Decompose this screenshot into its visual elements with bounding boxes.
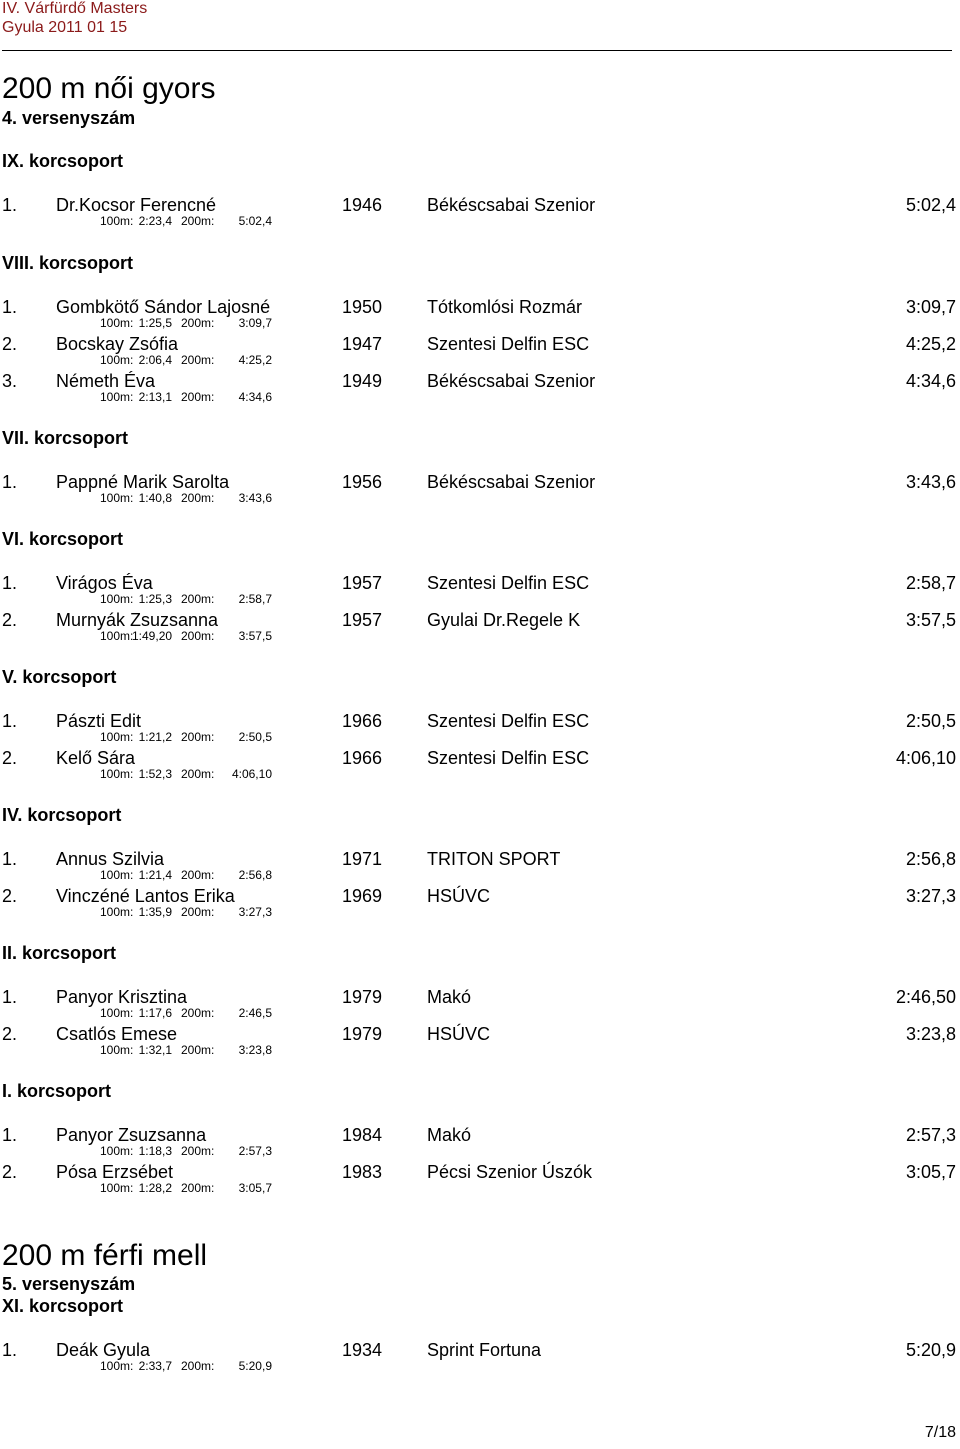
final-time: 2:57,3	[905, 1125, 956, 1145]
result-rank: 1.	[2, 849, 18, 869]
event-title: 200 m női gyors	[2, 72, 216, 105]
result-row	[0, 1162, 960, 1182]
age-group-heading: IX. korcsoport	[2, 151, 124, 171]
result-row	[0, 1125, 960, 1145]
split-100m-time: 1:25,5	[138, 316, 172, 330]
result-row	[0, 371, 960, 391]
result-rank: 1.	[2, 297, 18, 317]
split-200m-label: 200m:	[181, 767, 215, 781]
birth-year: 1979	[342, 1024, 383, 1044]
meet-date: Gyula 2011 01 15	[2, 19, 128, 36]
split-200m-label: 200m:	[181, 316, 215, 330]
final-time: 3:27,3	[905, 886, 956, 906]
result-rank: 1.	[2, 711, 18, 731]
split-200m-label: 200m:	[181, 353, 215, 367]
split-200m-time: 2:58,7	[238, 592, 272, 606]
swimmer-name: Dr.Kocsor Ferencné	[56, 195, 217, 215]
result-rank: 2.	[2, 886, 18, 906]
split-100m-label: 100m:	[100, 868, 134, 882]
split-100m-label: 100m:	[100, 1006, 134, 1020]
birth-year: 1966	[342, 748, 383, 768]
split-200m-time: 5:02,4	[238, 214, 272, 228]
split-100m-time: 2:33,7	[138, 1359, 172, 1373]
split-100m-label: 100m:	[100, 1181, 134, 1195]
result-rank: 2.	[2, 748, 18, 768]
birth-year: 1946	[342, 195, 383, 215]
result-row	[0, 1340, 960, 1360]
final-time: 5:02,4	[905, 195, 956, 215]
split-200m-label: 200m:	[181, 1144, 215, 1158]
split-100m-label: 100m:	[100, 1043, 134, 1057]
club-name: Szentesi Delfin ESC	[427, 573, 590, 593]
birth-year: 1966	[342, 711, 383, 731]
swimmer-name: Csatlós Emese	[56, 1024, 178, 1044]
split-100m-label: 100m:	[100, 629, 134, 643]
final-time: 3:43,6	[905, 472, 956, 492]
birth-year: 1984	[342, 1125, 383, 1145]
swimmer-name: Bocskay Zsófia	[56, 334, 179, 354]
club-name: Tótkomlósi Rozmár	[427, 297, 583, 317]
split-100m-label: 100m:	[100, 316, 134, 330]
split-100m-label: 100m:	[100, 214, 134, 228]
event-number: 4. versenyszám	[2, 108, 136, 128]
split-100m-time: 1:52,3	[138, 767, 172, 781]
age-group-heading: IV. korcsoport	[2, 805, 122, 825]
final-time: 4:34,6	[905, 371, 956, 391]
final-time: 2:46,50	[895, 987, 956, 1007]
age-group-heading: II. korcsoport	[2, 943, 117, 963]
club-name: Szentesi Delfin ESC	[427, 711, 590, 731]
result-rank: 2.	[2, 1024, 18, 1044]
birth-year: 1983	[342, 1162, 383, 1182]
club-name: Szentesi Delfin ESC	[427, 334, 590, 354]
split-100m-label: 100m:	[100, 1144, 134, 1158]
split-100m-time: 1:35,9	[138, 905, 172, 919]
result-rank: 1.	[2, 573, 18, 593]
split-200m-label: 200m:	[181, 1006, 215, 1020]
split-100m-label: 100m:	[100, 491, 134, 505]
split-200m-label: 200m:	[181, 214, 215, 228]
birth-year: 1947	[342, 334, 383, 354]
birth-year: 1969	[342, 886, 383, 906]
split-200m-time: 4:25,2	[238, 353, 272, 367]
split-200m-time: 3:57,5	[238, 629, 272, 643]
club-name: Békéscsabai Szenior	[427, 195, 596, 215]
split-200m-time: 2:50,5	[238, 730, 272, 744]
split-200m-time: 4:34,6	[238, 390, 272, 404]
split-200m-label: 200m:	[181, 1043, 215, 1057]
split-100m-time: 1:40,8	[138, 491, 172, 505]
split-100m-time: 1:28,2	[138, 1181, 172, 1195]
swimmer-name: Pászti Edit	[56, 711, 142, 731]
age-group-heading: V. korcsoport	[2, 667, 117, 687]
split-100m-time: 1:32,1	[138, 1043, 172, 1057]
result-rank: 2.	[2, 334, 18, 354]
birth-year: 1957	[342, 610, 383, 630]
split-100m-label: 100m:	[100, 730, 134, 744]
club-name: Makó	[427, 1125, 472, 1145]
swimmer-name: Virágos Éva	[56, 573, 153, 593]
final-time: 4:06,10	[895, 748, 956, 768]
result-row	[0, 195, 960, 215]
swimmer-name: Pósa Erzsébet	[56, 1162, 174, 1182]
split-200m-label: 200m:	[181, 730, 215, 744]
split-100m-time: 1:21,2	[138, 730, 172, 744]
result-rank: 3.	[2, 371, 18, 391]
swimmer-name: Panyor Krisztina	[56, 987, 188, 1007]
split-100m-label: 100m:	[100, 353, 134, 367]
club-name: Szentesi Delfin ESC	[427, 748, 590, 768]
result-row	[0, 987, 960, 1007]
final-time: 3:09,7	[905, 297, 956, 317]
result-rank: 1.	[2, 987, 18, 1007]
split-100m-label: 100m:	[100, 592, 134, 606]
split-200m-label: 200m:	[181, 1359, 215, 1373]
split-200m-time: 3:27,3	[238, 905, 272, 919]
split-200m-time: 5:20,9	[238, 1359, 272, 1373]
result-row	[0, 573, 960, 593]
birth-year: 1934	[342, 1340, 383, 1360]
birth-year: 1971	[342, 849, 383, 869]
result-rank: 1.	[2, 195, 18, 215]
result-rank: 1.	[2, 472, 18, 492]
event-number: 5. versenyszám	[2, 1274, 136, 1294]
result-row	[0, 748, 960, 768]
result-rank: 1.	[2, 1340, 18, 1360]
split-200m-label: 200m:	[181, 629, 215, 643]
final-time: 2:56,8	[905, 849, 956, 869]
club-name: Gyulai Dr.Regele K	[427, 610, 581, 630]
split-100m-label: 100m:	[100, 390, 134, 404]
age-group-heading: VII. korcsoport	[2, 428, 129, 448]
split-100m-label: 100m:	[100, 905, 134, 919]
club-name: Sprint Fortuna	[427, 1340, 542, 1360]
birth-year: 1957	[342, 573, 383, 593]
result-rank: 1.	[2, 1125, 18, 1145]
final-time: 2:58,7	[905, 573, 956, 593]
split-200m-time: 3:05,7	[238, 1181, 272, 1195]
swimmer-name: Deák Gyula	[56, 1340, 151, 1360]
split-100m-time: 1:21,4	[138, 868, 172, 882]
split-200m-label: 200m:	[181, 491, 215, 505]
final-time: 4:25,2	[905, 334, 956, 354]
split-200m-label: 200m:	[181, 592, 215, 606]
result-row	[0, 1024, 960, 1044]
club-name: HSÚVC	[427, 1024, 491, 1044]
club-name: Békéscsabai Szenior	[427, 371, 596, 391]
swimmer-name: Panyor Zsuzsanna	[56, 1125, 207, 1145]
result-row	[0, 334, 960, 354]
final-time: 5:20,9	[905, 1340, 956, 1360]
club-name: Makó	[427, 987, 472, 1007]
split-200m-label: 200m:	[181, 390, 215, 404]
split-100m-time: 2:23,4	[138, 214, 172, 228]
page-number: 7/18	[924, 1424, 956, 1441]
age-group-heading: I. korcsoport	[2, 1081, 112, 1101]
split-200m-label: 200m:	[181, 1181, 215, 1195]
result-row	[0, 711, 960, 731]
final-time: 3:23,8	[905, 1024, 956, 1044]
result-row	[0, 886, 960, 906]
result-rank: 2.	[2, 1162, 18, 1182]
split-200m-label: 200m:	[181, 868, 215, 882]
split-100m-time: 2:13,1	[138, 390, 172, 404]
swimmer-name: Kelő Sára	[56, 748, 136, 768]
club-name: Békéscsabai Szenior	[427, 472, 596, 492]
split-100m-time: 1:18,3	[138, 1144, 172, 1158]
split-100m-time: 1:49,20	[132, 629, 173, 643]
split-200m-time: 2:46,5	[238, 1006, 272, 1020]
birth-year: 1956	[342, 472, 383, 492]
swimmer-name: Vinczéné Lantos Erika	[56, 886, 235, 906]
header-rule	[2, 50, 952, 51]
result-row	[0, 849, 960, 869]
club-name: Pécsi Szenior Úszók	[427, 1162, 593, 1182]
split-200m-time: 4:06,10	[231, 767, 272, 781]
split-100m-label: 100m:	[100, 1359, 134, 1373]
final-time: 2:50,5	[905, 711, 956, 731]
swimmer-name: Annus Szilvia	[56, 849, 165, 869]
split-100m-time: 1:25,3	[138, 592, 172, 606]
split-100m-time: 2:06,4	[138, 353, 172, 367]
birth-year: 1950	[342, 297, 383, 317]
swimmer-name: Pappné Marik Sarolta	[56, 472, 230, 492]
result-row	[0, 610, 960, 630]
swimmer-name: Németh Éva	[56, 371, 156, 391]
split-200m-time: 3:43,6	[238, 491, 272, 505]
meet-title: IV. Várfürdő Masters	[2, 0, 148, 17]
split-200m-time: 3:09,7	[238, 316, 272, 330]
age-group-heading: VI. korcsoport	[2, 529, 124, 549]
split-100m-label: 100m:	[100, 767, 134, 781]
birth-year: 1979	[342, 987, 383, 1007]
club-name: TRITON SPORT	[427, 849, 561, 869]
age-group-heading: VIII. korcsoport	[2, 253, 134, 273]
swimmer-name: Murnyák Zsuzsanna	[56, 610, 219, 630]
result-rank: 2.	[2, 610, 18, 630]
split-100m-time: 1:17,6	[138, 1006, 172, 1020]
birth-year: 1949	[342, 371, 383, 391]
event-title: 200 m férfi mell	[2, 1239, 208, 1272]
club-name: HSÚVC	[427, 886, 491, 906]
swimmer-name: Gombkötő Sándor Lajosné	[56, 297, 271, 317]
result-row	[0, 472, 960, 492]
split-200m-label: 200m:	[181, 905, 215, 919]
result-row	[0, 297, 960, 317]
split-200m-time: 2:57,3	[238, 1144, 272, 1158]
split-200m-time: 3:23,8	[238, 1043, 272, 1057]
split-200m-time: 2:56,8	[238, 868, 272, 882]
age-group-heading: XI. korcsoport	[2, 1296, 124, 1316]
final-time: 3:05,7	[905, 1162, 956, 1182]
final-time: 3:57,5	[905, 610, 956, 630]
